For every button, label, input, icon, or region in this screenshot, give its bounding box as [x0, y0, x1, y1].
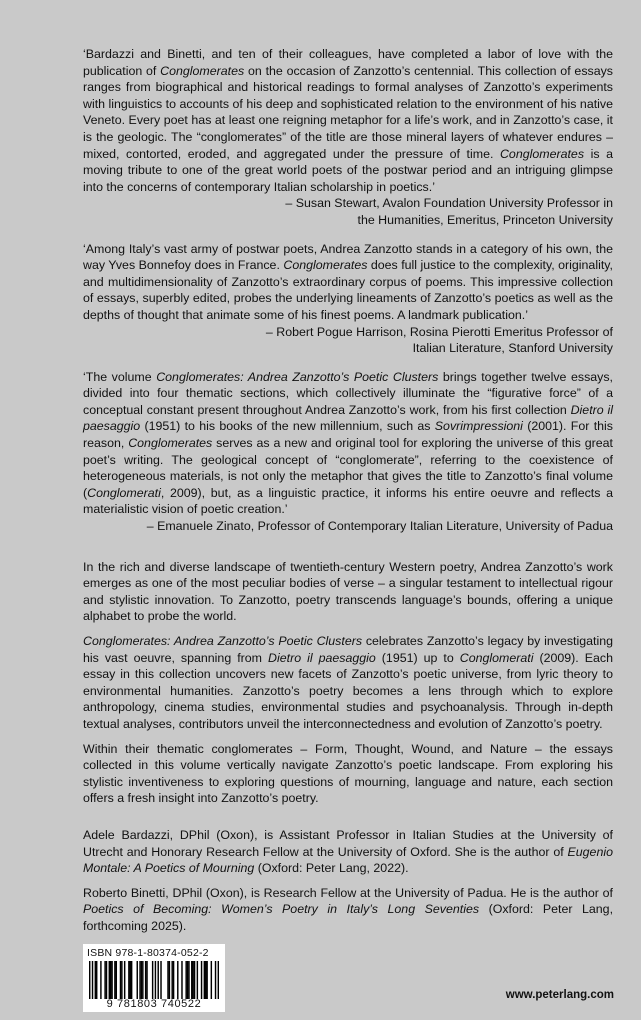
barcode-bar: [120, 961, 121, 999]
endorsement: [83, 241, 613, 357]
publisher-website[interactable]: www.peterlang.com: [505, 989, 614, 1001]
text-run: (1951) up to: [375, 650, 460, 665]
text-run: Adele Bardazzi, DPhil (Oxon), is Assistant Professor in Italian Studies at the University of Utrecht and Honorary Research Fellow at the University of Oxford. She is the author of: [83, 827, 613, 859]
italic-title: Poetics of Becoming: Women’s Poetry in Italy’s Long Seventies: [83, 902, 480, 917]
text-run: Within their thematic conglomerates – Form, Thought, Wound, and Nature – the essays collected in this volume vertically navigate Zanzotto’s poetic landscape. From exploring his stylistic inventiveness to exploring questions of mourning, language and nature, each section offers a fresh insight into Zanzotto’s poetry.: [83, 741, 613, 806]
text-run: on the occasion of Zanzotto’s centennial. This collection of essays ranges from biographical and historical readings to formal analyses of Zanzotto’s experiments with linguistics to accounts of his deep and sophisticated relation to the environment of his native Veneto. Every poet has at least one reigning metaphor for a life’s work, and in Zanzotto’s case, it is the geologic. The “conglomerates” of the title are those mineral layers of whatever endures – mixed, contorted, eroded, and aggregated under the pressure of time.: [83, 63, 613, 161]
description-paragraph: [83, 741, 613, 807]
italic-title: Conglomerates: [160, 63, 245, 78]
bios-paragraph: [83, 885, 613, 935]
endorsement: [83, 369, 613, 535]
endorsement-attribution: Italian Literature, Stanford University: [412, 341, 613, 356]
isbn-barcode: [83, 944, 225, 1012]
barcode-bar: [146, 961, 147, 999]
barcode-bar: [114, 961, 115, 999]
barcode-bar: [218, 961, 219, 999]
barcode-bar: [116, 961, 117, 999]
endorsement-attribution: – Susan Stewart, Avalon Foundation University Professor in: [285, 196, 613, 211]
barcode-bar: [145, 961, 146, 999]
barcode-bar: [139, 961, 140, 999]
italic-title: Eugenio Montale: A Poetics of Mourning: [83, 844, 613, 876]
barcode-bar: [169, 961, 170, 999]
text-run: ‘Bardazzi and Binetti, and ten of their colleagues, have completed a labor of love with the publication of: [83, 47, 613, 78]
italic-title: Conglomerati: [459, 650, 534, 665]
barcode-bar: [121, 961, 122, 999]
back-cover-content: [83, 46, 613, 943]
barcode-bar: [206, 961, 207, 999]
text-run: , 2009), but, as a linguistic practice, it informs his entire oeuvre and reflects a materialistic vision of poetic creation.’: [83, 485, 613, 517]
barcode-bar: [188, 961, 189, 999]
italic-title: Conglomerates: [499, 146, 585, 161]
barcode-bars: [89, 961, 219, 999]
text-run: (2001). For this reason,: [83, 419, 613, 451]
endorsement: [83, 46, 613, 229]
italic-title: Conglomerati: [87, 485, 161, 500]
barcode-bar: [89, 961, 90, 999]
barcode-bar: [152, 961, 153, 999]
barcode-bar: [92, 961, 93, 999]
barcode-bar: [128, 961, 129, 999]
barcode-bar: [181, 961, 182, 999]
barcode-bar: [95, 961, 96, 999]
italic-title: Conglomerates: Andrea Zanzotto’s Poetic Clusters: [83, 634, 363, 648]
barcode-bar: [160, 961, 161, 999]
barcode-bar: [137, 961, 138, 999]
barcode-bar: [100, 961, 101, 999]
barcode-bar: [205, 961, 206, 999]
text-run: (2009). Each essay in this collection uncovers new facets of Zanzotto’s poetic universe, from lyric theory to environmental humanities. Zanzotto’s poetry becomes a lens through which to explore anthropology, cinema studies, environmental studies and psychoanalysis. Through in-depth textual analyses, contributors unveil the interconnectedness and evolution of Zanzotto’s poetry.: [83, 650, 614, 731]
endorsement-attribution: – Robert Pogue Harrison, Rosina Pierotti Emeritus Professor of: [265, 324, 613, 339]
barcode-bar: [177, 961, 178, 999]
barcode-bar: [131, 961, 132, 999]
barcode-bar: [167, 961, 168, 999]
barcode-bar: [201, 961, 202, 999]
barcode-bar: [155, 961, 156, 999]
italic-title: Dietro il paesaggio: [83, 402, 614, 434]
text-run: (Oxford: Peter Lang, 2022).: [254, 861, 409, 876]
endorsement-quote: [83, 369, 613, 518]
endorsement-attribution: the Humanities, Emeritus, Princeton University: [357, 212, 613, 227]
endorsement-quote: [83, 46, 613, 195]
text-run: does full justice to the complexity, originality, and multidimensionality of Zanzotto’s extraordinary corpus of poems. This impressive collection of essays, superbly edited, probes the underlying lineaments of Zanzotto’s poetics as well as the depths of thought that animate some of his finest poems. A landmark publication.’: [83, 258, 613, 322]
barcode-bar: [194, 961, 195, 999]
text-run: (Oxford: Peter Lang, forthcoming 2025).: [83, 902, 614, 933]
text-run: (1951) to his books of the new millennium, such as: [140, 419, 435, 434]
barcode-bar: [211, 961, 212, 999]
barcode-bar: [111, 961, 112, 999]
barcode-bar: [124, 961, 125, 999]
text-run: Roberto Binetti, DPhil (Oxon), is Research Fellow at the University of Padua. He is the author of: [83, 885, 613, 900]
text-run: celebrates Zanzotto’s legacy by investigating his vast oeuvre, spanning from: [83, 634, 613, 665]
endorsements: [83, 46, 613, 535]
text-run: ‘Among Italy’s vast army of postwar poets, Andrea Zanzotto stands in a category of his own, the way Yves Bonnefoy does in France.: [83, 241, 613, 273]
barcode-bar: [173, 961, 174, 999]
italic-title: Conglomerates: [128, 436, 213, 451]
barcode-bar: [109, 961, 110, 999]
endorsement-attribution: – Emanuele Zinato, Professor of Contemporary Italian Literature, University of Padua: [146, 519, 613, 534]
description-paragraph: [83, 633, 613, 733]
barcode-bar: [106, 961, 107, 999]
barcode-bar: [171, 961, 172, 999]
barcode-bar: [157, 961, 158, 999]
barcode-bar: [142, 961, 143, 999]
barcode-bar: [191, 961, 192, 999]
barcode-bar: [185, 961, 186, 999]
book-description: [83, 559, 613, 807]
bios-paragraph: [83, 827, 613, 877]
text-run: is a moving tribute to one of the great world poets of the postwar period and an intriguing glimpse into the concerns of contemporary Italian scholarship in poetics.’: [83, 146, 613, 194]
barcode-digits: 9 781803 740522: [106, 998, 202, 1010]
text-run: serves as a new and original tool for exploring the universe of this great poet’s writing. The geological concept of “conglomerate”, referring to the coexistence of heterogeneous materials, is not only the metaphor that gives the title to Zanzotto’s final volume (: [83, 436, 614, 500]
barcode-bar: [197, 961, 198, 999]
barcode-bar: [204, 961, 205, 999]
barcode-bar: [96, 961, 97, 999]
barcode-bar: [104, 961, 105, 999]
italic-title: Conglomerates: [283, 258, 368, 273]
barcode-bar: [141, 961, 142, 999]
description-paragraph: [83, 559, 613, 625]
barcode-bar: [130, 961, 131, 999]
endorsement-quote: [83, 241, 613, 324]
text-run: In the rich and diverse landscape of twentieth-century Western poetry, Andrea Zanzotto’s work emerges as one of the most peculiar bodies of verse – a singular testament to intellectual rigour and stylistic innovation. To Zanzotto, poetry transcends language’s bounds, offering a unique alphabet to probe the world.: [83, 559, 613, 624]
italic-title: Sovrimpressioni: [434, 419, 523, 434]
barcode-bar: [215, 961, 216, 999]
barcode-bar: [192, 961, 193, 999]
barcode-bar: [187, 961, 188, 999]
italic-title: Dietro il paesaggio: [268, 650, 376, 665]
text-run: ‘The volume: [83, 369, 157, 384]
italic-title: Conglomerates: Andrea Zanzotto’s Poetic Clusters: [156, 369, 439, 384]
barcode-bar: [110, 961, 111, 999]
text-run: brings together twelve essays, divided into four thematic sections, which collectively illuminate the “figurative force” of a conceptual constant present throughout Andrea Zanzotto’s work, from his first collection: [83, 369, 613, 417]
editor-bios: [83, 827, 613, 935]
isbn-label: ISBN 978-1-80374-052-2: [87, 947, 209, 959]
